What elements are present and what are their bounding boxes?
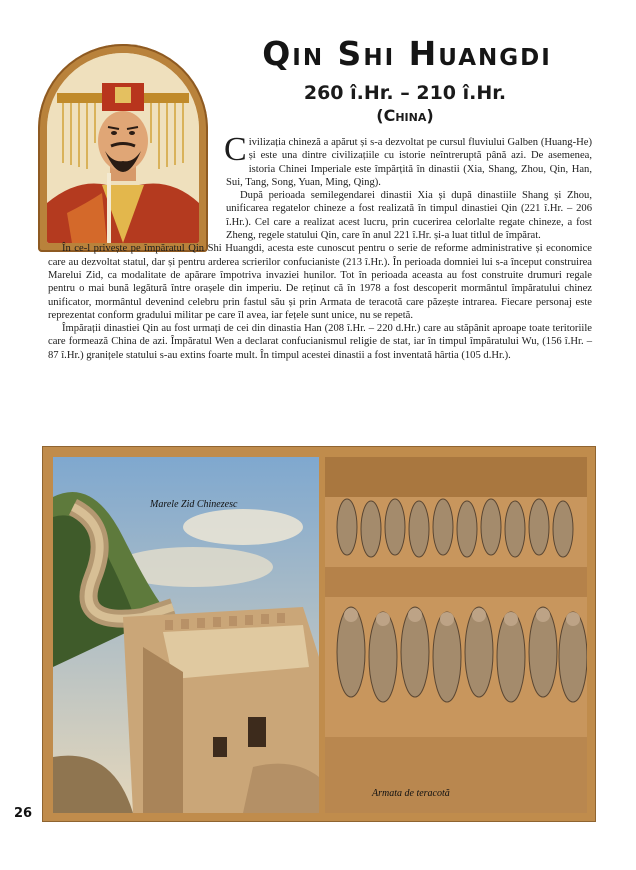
paragraph-1 [224,131,592,189]
paragraph-2: După perioada semilegendarei dinastii Xia și după dinastiile Shang și Zhou, unificarea regatelor chineze a fost realizată în timpul dinastiei Qin (221 î.Hr. – 206 î.Hr.). Cel care a realizat acest lucru, prin cucerirea celorlalte regate chineze, a fost Zheng, regele statului Qin, care în anul 221 î.Hr. și-a luat titlul de împărat. [226,190,592,242]
great-wall-caption: Marele Zid Chinezesc [150,499,238,510]
paragraph-3: În ce-l privește pe împăratul Qin Shi Huangdi, acesta este cunoscut pentru o serie de reforme administrative și economice care au dezvoltat statul, dar și pentru arderea scrierilor confucianiste (213 î.Hr.). În perioada domniei lui s-a început construirea Marelui Zid, ca modalitate de apărare împotriva invaziei hunilor. Tot în perioada aceasta au fost construite drumuri regale pentru o mai bună legătură între orașele din imperiu. De reținut că în 1978 a fost descoperit mormântul împăratului chinez unificator, mormântul devenind celebru prin fastul său și prin Armata de teracotă care păzește intrarea. Fiecare personaj este reprezentat conform gradului militar pe care îl avea, iar fețele sunt unice, nu se repetă. [48,243,592,321]
page-number: 26 [14,806,33,821]
terracotta-army-picture [325,457,587,813]
drop-cap: C [224,131,247,168]
great-wall-picture [53,457,319,813]
terracotta-army-illustration [325,457,587,813]
terracotta-army-caption: Armata de teracotă [372,788,450,799]
paragraph-4: Împărații dinastiei Qin au fost urmați de cei din dinastia Han (208 î.Hr. – 220 d.Hr.) care au stăpânit aproape toate teritoriile care formează China de azi. Împăratul Wen a declarat confucianismul religie de stat, iar în timpul împăratului Wu, (156 î.Hr. – 87 î.Hr.) granițele statului s-au extins foarte mult. În timpul acestei dinastii a fost inventată hârtia (105 d.Hr.). [48,323,592,361]
great-wall-illustration [53,457,319,813]
lifespan-dates: 260 î.Hr. – 210 î.Hr. [303,82,507,104]
paragraph-1-text: ivilizația chineză a apărut și s-a dezvoltat pe cursul fluviului Galben (Huang-He) și este una dintre civilizațiile cu istorie neîntreruptă până azi. De asemenea, istoria Chinei Imperiale este împărțită în dinastii (Xia, Shang, Zhou, Qin, Han, Sui, Tang, Song, Yuan, Ming, Qing). [226,137,592,188]
illustration-frame [42,446,596,822]
country-label: (China) [376,106,434,125]
article-body [48,131,592,362]
page-title: Qin Shi Huangdi [262,34,552,73]
